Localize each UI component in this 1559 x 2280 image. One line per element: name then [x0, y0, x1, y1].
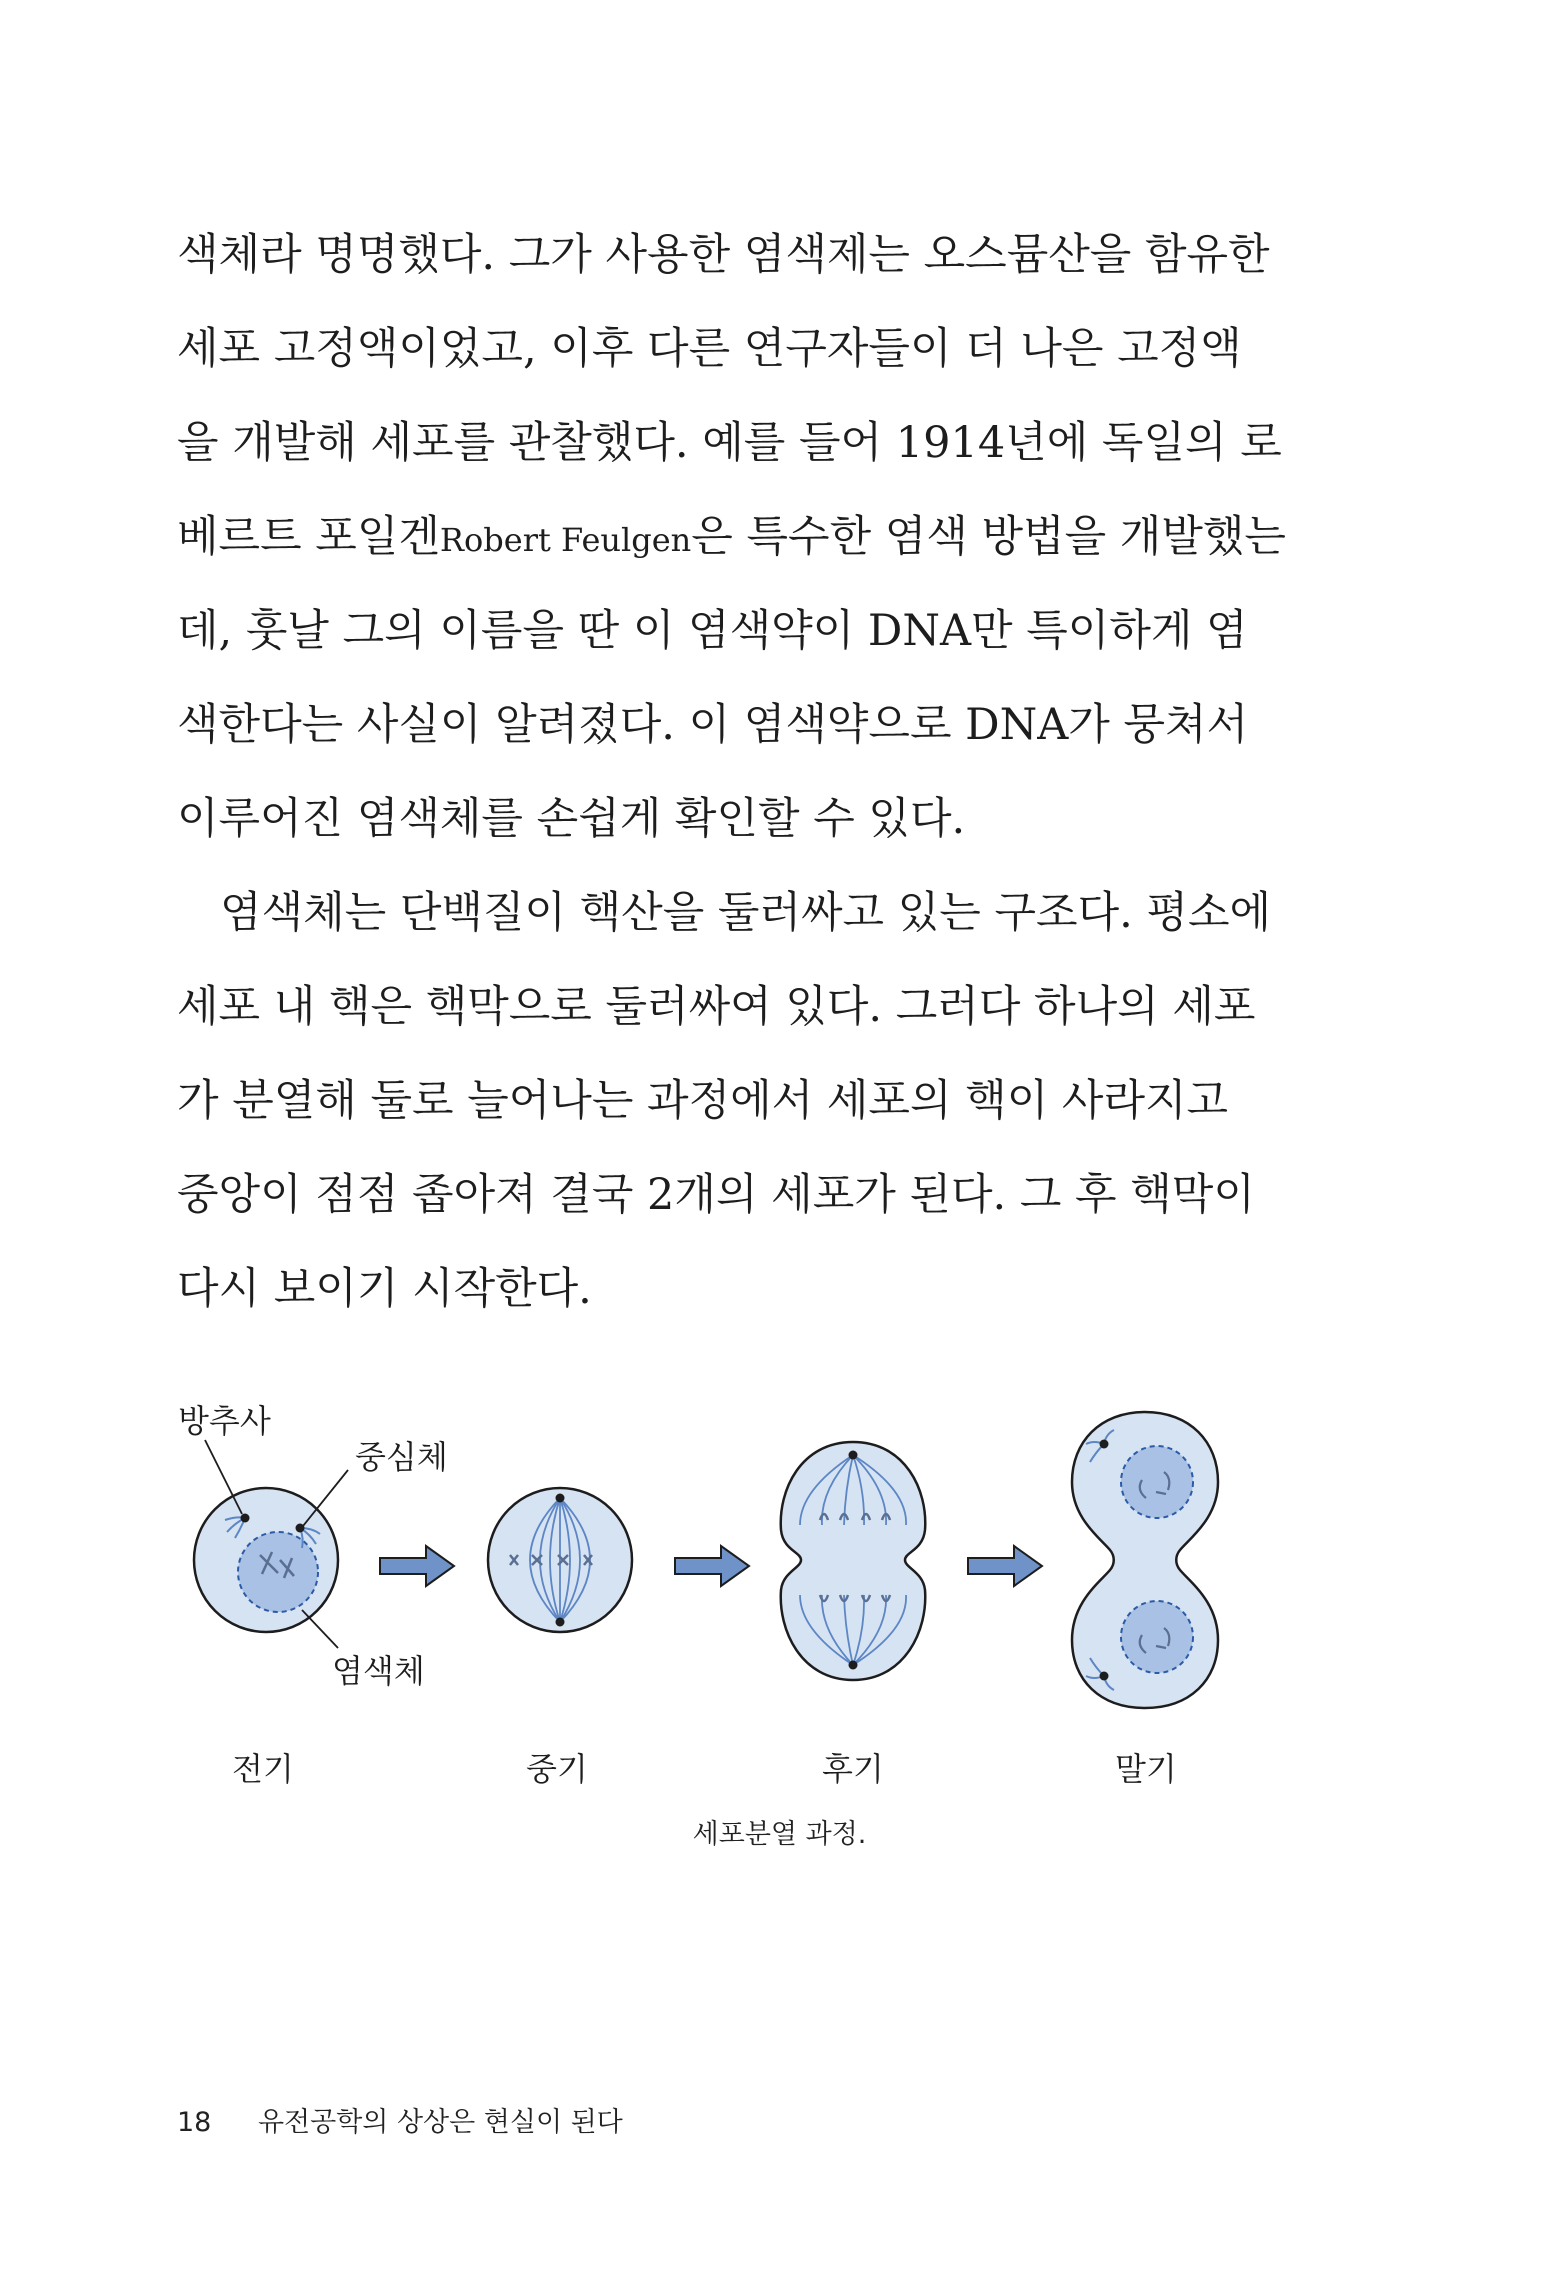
- text-line: 색한다는 사실이 알려졌다. 이 염색약으로 DNA가 뭉쳐서: [177, 700, 1249, 750]
- text-fragment: 은 특수한 염색 방법을 개발했는: [691, 512, 1286, 562]
- figure-caption: 세포분열 과정.: [692, 1819, 867, 1850]
- text-line: 세포 내 핵은 핵막으로 둘러싸여 있다. 그러다 하나의 세포: [177, 982, 1256, 1032]
- cell-division-illustration: [160, 1400, 1270, 1800]
- page-number: 18: [177, 2107, 212, 2138]
- text-line: 데, 훗날 그의 이름을 딴 이 염색약이 DNA만 특이하게 염: [177, 606, 1248, 656]
- centrosome-dot: [1100, 1440, 1109, 1449]
- text-line: 색체라 명명했다. 그가 사용한 염색제는 오스뮴산을 함유한: [177, 230, 1270, 280]
- text-line: 다시 보이기 시작한다.: [177, 1264, 592, 1314]
- centrosome-dot: [849, 1451, 858, 1460]
- text-line: 세포 고정액이었고, 이후 다른 연구자들이 더 나은 고정액: [177, 324, 1242, 374]
- stage-label-telophase: 말기: [1115, 1750, 1177, 1788]
- centrosome-dot: [849, 1661, 858, 1670]
- stage-label-metaphase: 중기: [526, 1750, 588, 1788]
- telophase-cell: [1072, 1412, 1218, 1708]
- cell-division-figure: [160, 1400, 1270, 1800]
- arrow-icon: [968, 1546, 1042, 1586]
- arrow-icon: [675, 1546, 749, 1586]
- stage-label-prophase: 전기: [232, 1750, 294, 1788]
- stage-label-anaphase: 후기: [822, 1750, 884, 1788]
- centrosome-dot: [556, 1618, 565, 1627]
- text-fragment: 베르트 포일겐: [177, 512, 440, 562]
- centrosome-dot: [1100, 1672, 1109, 1681]
- text-line: [177, 490, 1286, 584]
- text-line: 이루어진 염색체를 손쉽게 확인할 수 있다.: [177, 794, 966, 844]
- text-line: 중앙이 점점 좁아져 결국 2개의 세포가 된다. 그 후 핵막이: [177, 1170, 1255, 1220]
- text-line: 염색체는 단백질이 핵산을 둘러싸고 있는 구조다. 평소에: [220, 888, 1272, 938]
- metaphase-cell: [488, 1488, 632, 1632]
- page-footer: [177, 2100, 623, 2139]
- arrow-icon: [380, 1546, 454, 1586]
- book-title: 유전공학의 상상은 현실이 된다: [257, 2107, 623, 2138]
- body-text: [177, 208, 1286, 1336]
- centrosome-dot: [241, 1514, 250, 1523]
- prophase-cell: [178, 1402, 448, 1690]
- latin-name: Robert Feulgen: [439, 521, 692, 559]
- text-line: 가 분열해 둘로 늘어나는 과정에서 세포의 핵이 사라지고: [177, 1076, 1229, 1126]
- text-line: 을 개발해 세포를 관찰했다. 예를 들어 1914년에 독일의 로: [177, 418, 1282, 468]
- chromosome-label: 염색체: [332, 1652, 425, 1690]
- centrosome-label: 중심체: [355, 1438, 448, 1476]
- anaphase-cell: [781, 1442, 926, 1680]
- spindle-label: 방추사: [178, 1402, 271, 1440]
- centrosome-dot: [556, 1494, 565, 1503]
